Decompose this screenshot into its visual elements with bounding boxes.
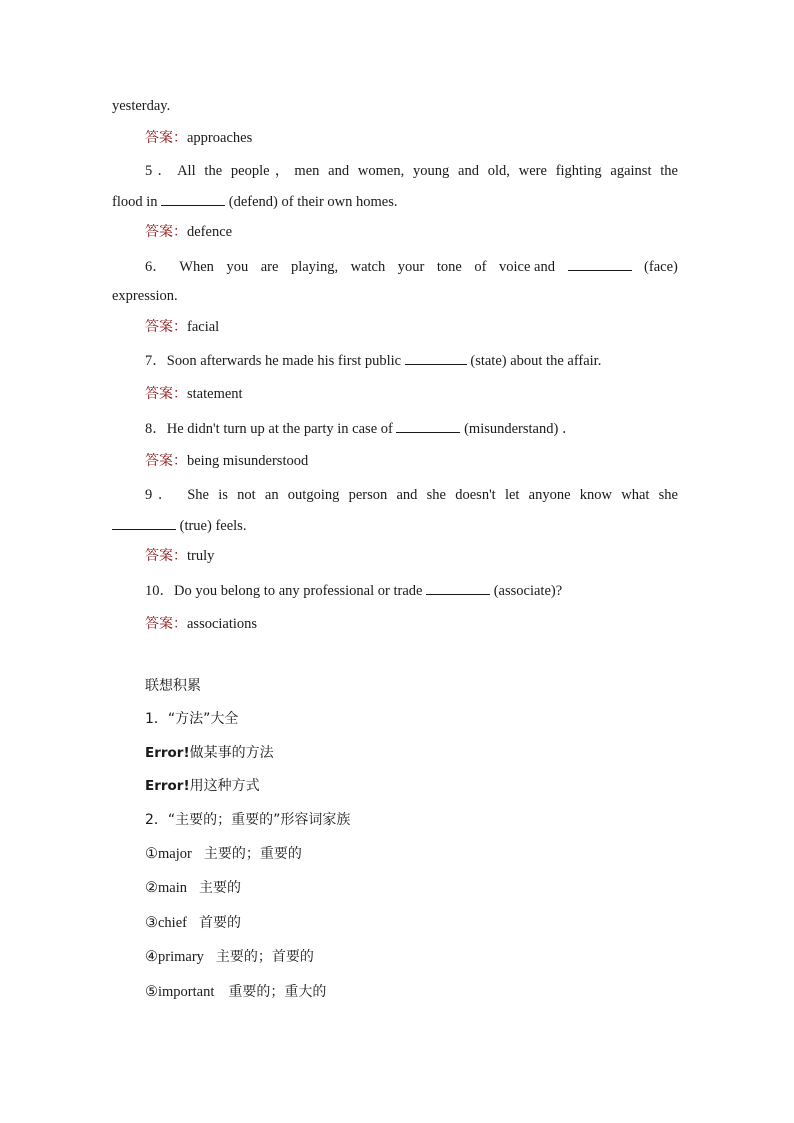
answer-label: 答案： bbox=[145, 616, 187, 632]
fill-blank[interactable] bbox=[112, 516, 176, 530]
question-5-line-2: flood in (defend) of their own homes. bbox=[112, 194, 398, 210]
question-7: 7．Soon afterwards he made his first public (state) about the affair. bbox=[145, 353, 602, 369]
question-9-line-1: 9． She is not an outgoing person and she doesn't let anyone know what she bbox=[145, 487, 678, 503]
answer-text: statement bbox=[187, 386, 243, 402]
answer-line-4 bbox=[145, 129, 252, 147]
answer-text: associations bbox=[187, 616, 258, 632]
fill-blank[interactable] bbox=[426, 581, 490, 595]
answer-label: 答案： bbox=[145, 548, 187, 564]
fill-blank[interactable] bbox=[568, 257, 632, 271]
answer-line-8 bbox=[145, 452, 308, 470]
assoc-item-2-title: 2．“主要的；重要的”形容词家族 bbox=[145, 812, 351, 828]
adjective-entry-4: ④primary 主要的；首要的 bbox=[145, 949, 314, 965]
question-9-line-2: (true) feels. bbox=[112, 516, 246, 535]
carryover-text: yesterday. bbox=[112, 98, 171, 114]
answer-line-10 bbox=[145, 615, 257, 633]
answer-text: facial bbox=[187, 319, 220, 335]
answer-label: 答案： bbox=[145, 130, 187, 146]
adjective-entry-3: ③chief 首要的 bbox=[145, 915, 241, 931]
answer-text: approaches bbox=[187, 130, 253, 146]
answer-text: defence bbox=[187, 224, 233, 240]
adjective-entry-1: ①major 主要的；重要的 bbox=[145, 846, 302, 862]
question-8: 8．He didn't turn up at the party in case of (misunderstand) ． bbox=[145, 421, 577, 437]
answer-line-5 bbox=[145, 223, 232, 241]
assoc-item-1-title: 1．“方法”大全 bbox=[145, 711, 239, 727]
question-10: 10．Do you belong to any professional or trade (associate)? bbox=[145, 583, 563, 599]
assoc-item-1-line-2: Error!用这种方式 bbox=[145, 778, 260, 794]
adjective-entry-5: ⑤important 重要的；重大的 bbox=[145, 984, 327, 1000]
fill-blank[interactable] bbox=[396, 419, 460, 433]
assoc-item-1-line-1: Error!做某事的方法 bbox=[145, 745, 274, 761]
adjective-entry-2: ②main 主要的 bbox=[145, 880, 241, 896]
answer-text: truly bbox=[187, 548, 215, 564]
answer-line-7 bbox=[145, 385, 243, 403]
answer-label: 答案： bbox=[145, 386, 187, 402]
answer-label: 答案： bbox=[145, 453, 187, 469]
answer-label: 答案： bbox=[145, 224, 187, 240]
fill-blank[interactable] bbox=[405, 351, 467, 365]
question-6-line-1: 6． When you are playing, watch your tone of voice and (face) bbox=[145, 259, 678, 275]
error-marker: Error! bbox=[145, 745, 190, 761]
answer-label: 答案： bbox=[145, 319, 187, 335]
answer-line-6 bbox=[145, 318, 219, 336]
fill-blank[interactable] bbox=[161, 192, 225, 206]
section-heading: 联想积累 bbox=[145, 678, 201, 694]
question-6-line-2: expression. bbox=[112, 288, 178, 304]
question-5-line-1: 5．All the people，men and women, young and old, were fighting against the bbox=[145, 163, 678, 179]
answer-text: being misunderstood bbox=[187, 453, 309, 469]
error-marker: Error! bbox=[145, 778, 190, 794]
answer-line-9 bbox=[145, 547, 214, 565]
